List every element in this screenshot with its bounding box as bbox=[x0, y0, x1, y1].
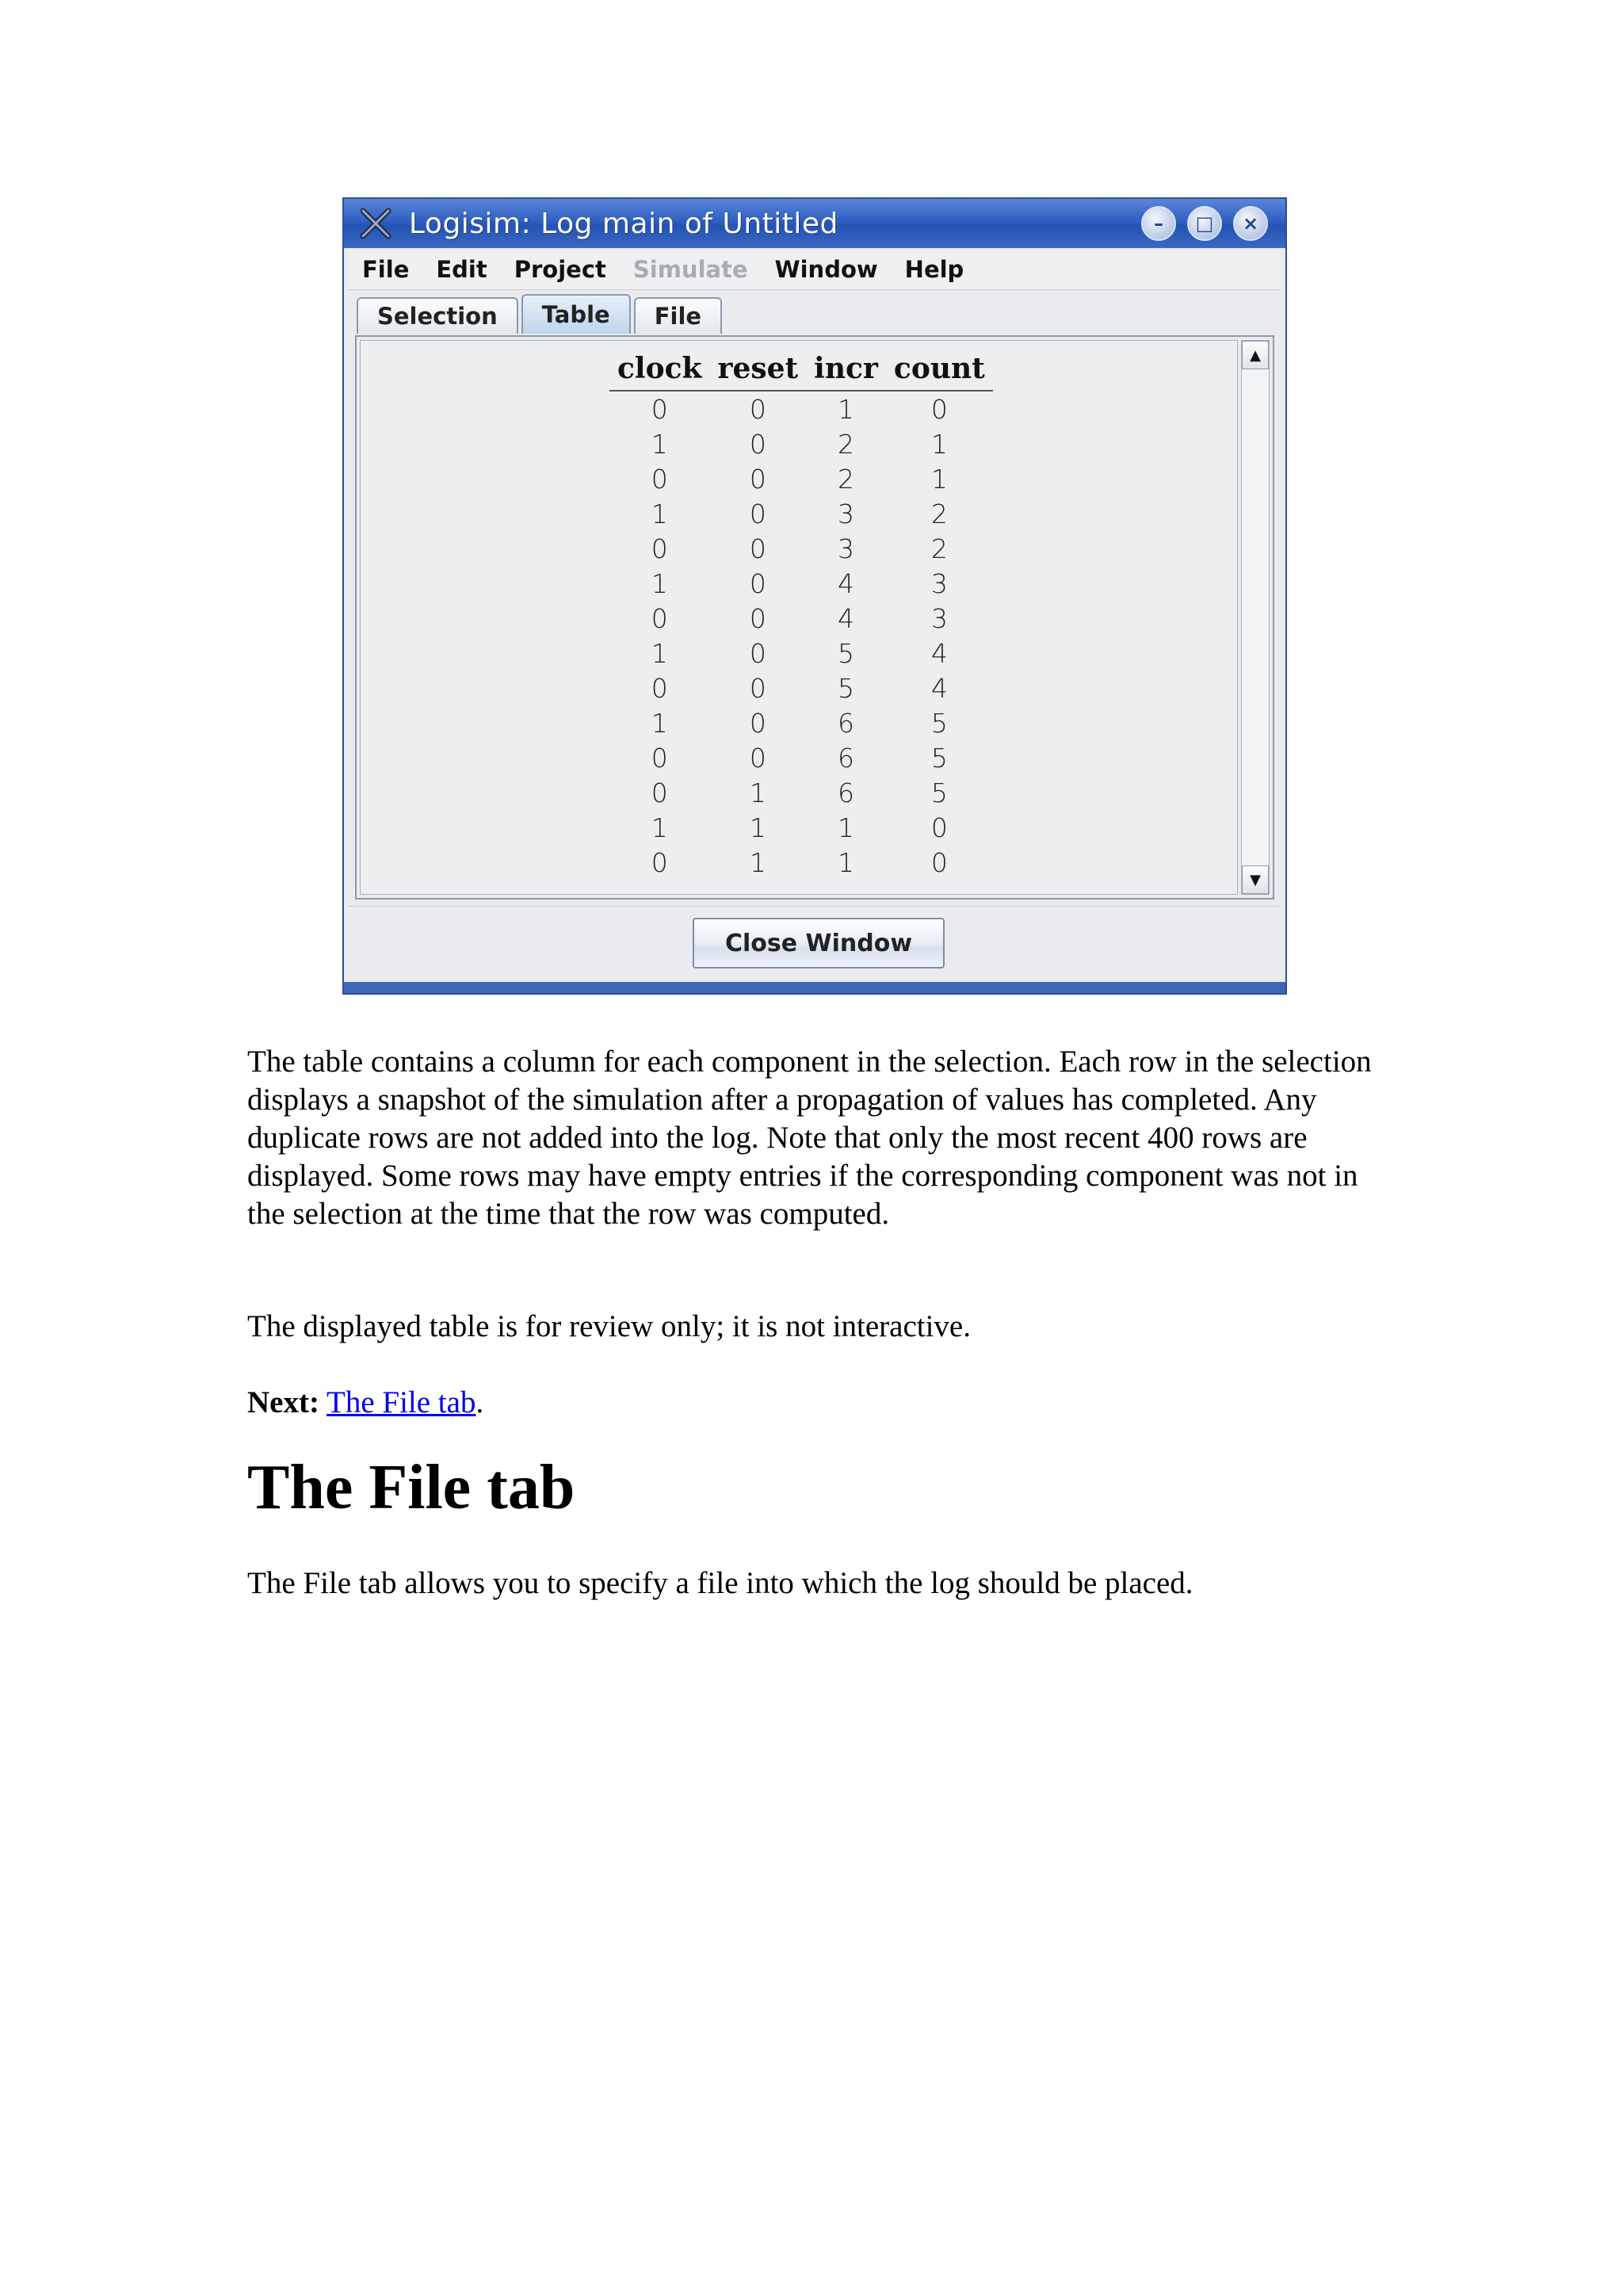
table-cell: 0 bbox=[749, 463, 766, 495]
column-header: clock bbox=[609, 350, 709, 391]
tab-selection[interactable]: Selection bbox=[357, 297, 518, 334]
logisim-log-window bbox=[342, 197, 1287, 995]
table-row bbox=[609, 670, 993, 705]
table-cell: 5 bbox=[930, 777, 948, 808]
table-cell: 5 bbox=[838, 672, 855, 704]
paragraph-table-description: The table contains a column for each component in the selection. Each row in the selection displays a snapshot of the simulation after a propagation of values has completed. Any duplicate rows are not added into the log. Note that only the most recent 400 rows are displayed. Some rows may have empty entries if the corresponding component was not in the selection at the time that the row was computed. bbox=[247, 1045, 1372, 1231]
table-cell: 0 bbox=[651, 393, 668, 425]
table-row bbox=[609, 636, 993, 670]
table-row bbox=[609, 566, 993, 601]
table-cell: 0 bbox=[749, 567, 766, 599]
table-cell: 0 bbox=[749, 533, 766, 564]
log-table-header bbox=[609, 350, 993, 391]
table-cell: 0 bbox=[930, 846, 948, 878]
next-link[interactable]: The File tab bbox=[327, 1385, 476, 1419]
table-cell: 1 bbox=[838, 846, 855, 878]
tab-file[interactable]: File bbox=[634, 297, 722, 334]
table-cell: 0 bbox=[749, 602, 766, 634]
table-cell: 1 bbox=[749, 812, 766, 843]
table-cell: 0 bbox=[749, 428, 766, 460]
tab-strip bbox=[357, 297, 725, 335]
table-row bbox=[609, 531, 993, 566]
maximize-icon[interactable]: □ bbox=[1187, 206, 1222, 241]
table-cell: 0 bbox=[930, 393, 948, 425]
table-cell: 2 bbox=[930, 498, 948, 529]
table-cell: 1 bbox=[838, 393, 855, 425]
paragraph-file-tab: The File tab allows you to specify a file into which the log should be placed. bbox=[247, 1566, 1193, 1600]
table-cell: 6 bbox=[838, 777, 855, 808]
table-cell: 0 bbox=[749, 742, 766, 774]
table-cell: 1 bbox=[749, 846, 766, 878]
table-cell: 3 bbox=[930, 567, 948, 599]
table-cell: 0 bbox=[749, 393, 766, 425]
table-cell: 1 bbox=[930, 428, 948, 460]
menu-help[interactable]: Help bbox=[904, 256, 964, 283]
table-cell: 5 bbox=[838, 637, 855, 669]
window-bottom-border bbox=[344, 982, 1285, 993]
table-cell: 0 bbox=[749, 672, 766, 704]
log-table-body bbox=[609, 391, 993, 880]
table-cell: 1 bbox=[651, 498, 668, 529]
table-row bbox=[609, 391, 993, 426]
table-cell: 3 bbox=[838, 498, 855, 529]
table-cell: 3 bbox=[930, 602, 948, 634]
scroll-up-arrow-icon[interactable]: ▲ bbox=[1242, 341, 1269, 369]
table-panel bbox=[355, 335, 1274, 900]
table-cell: 4 bbox=[838, 567, 855, 599]
section-heading: The File tab bbox=[247, 1453, 575, 1522]
table-row bbox=[609, 461, 993, 496]
table-cell: 5 bbox=[930, 742, 948, 774]
table-row bbox=[609, 740, 993, 775]
table-cell: 4 bbox=[930, 637, 948, 669]
table-row bbox=[609, 601, 993, 636]
table-cell: 3 bbox=[838, 533, 855, 564]
table-cell: 0 bbox=[749, 707, 766, 739]
window-controls bbox=[1141, 206, 1268, 241]
table-cell: 6 bbox=[838, 742, 855, 774]
log-table-area bbox=[360, 340, 1238, 895]
column-header: count bbox=[886, 350, 993, 391]
table-cell: 0 bbox=[651, 672, 668, 704]
vertical-scrollbar[interactable] bbox=[1241, 340, 1270, 895]
table-cell: 0 bbox=[651, 742, 668, 774]
table-cell: 0 bbox=[651, 777, 668, 808]
app-icon bbox=[358, 206, 393, 241]
table-cell: 1 bbox=[651, 637, 668, 669]
menu-simulate: Simulate bbox=[632, 256, 748, 283]
table-row bbox=[609, 426, 993, 461]
table-cell: 6 bbox=[838, 707, 855, 739]
next-navigation bbox=[247, 1384, 1373, 1422]
table-cell: 2 bbox=[838, 428, 855, 460]
table-row bbox=[609, 845, 993, 880]
table-row bbox=[609, 705, 993, 740]
table-cell: 1 bbox=[651, 707, 668, 739]
tab-table[interactable]: Table bbox=[521, 294, 631, 334]
table-cell: 0 bbox=[651, 533, 668, 564]
minimize-icon[interactable]: – bbox=[1141, 206, 1176, 241]
table-cell: 0 bbox=[651, 463, 668, 495]
menu-window[interactable]: Window bbox=[774, 256, 878, 283]
close-icon[interactable]: × bbox=[1233, 206, 1268, 241]
table-row bbox=[609, 496, 993, 531]
table-cell: 5 bbox=[930, 707, 948, 739]
menu-file[interactable]: File bbox=[362, 256, 410, 283]
paragraph-review-only: The displayed table is for review only; it is not interactive. bbox=[247, 1309, 971, 1343]
log-table bbox=[609, 350, 993, 880]
window-title: Logisim: Log main of Untitled bbox=[409, 207, 838, 240]
table-cell: 0 bbox=[651, 846, 668, 878]
table-cell: 0 bbox=[651, 602, 668, 634]
table-cell: 1 bbox=[651, 428, 668, 460]
table-cell: 4 bbox=[930, 672, 948, 704]
table-cell: 0 bbox=[749, 637, 766, 669]
table-cell: 4 bbox=[838, 602, 855, 634]
table-cell: 2 bbox=[838, 463, 855, 495]
column-header: incr bbox=[806, 350, 886, 391]
menu-edit[interactable]: Edit bbox=[436, 256, 487, 283]
menu-bar bbox=[349, 250, 1281, 290]
table-cell: 0 bbox=[930, 812, 948, 843]
table-row bbox=[609, 810, 993, 845]
next-suffix: . bbox=[475, 1385, 484, 1419]
table-cell: 1 bbox=[749, 777, 766, 808]
button-bar bbox=[349, 906, 1281, 981]
table-cell: 1 bbox=[651, 567, 668, 599]
table-cell: 1 bbox=[651, 812, 668, 843]
scroll-down-arrow-icon[interactable]: ▼ bbox=[1242, 865, 1269, 894]
column-header: reset bbox=[709, 350, 806, 391]
table-cell: 1 bbox=[930, 463, 948, 495]
menu-project[interactable]: Project bbox=[514, 256, 606, 283]
table-cell: 1 bbox=[838, 812, 855, 843]
table-cell: 2 bbox=[930, 533, 948, 564]
table-row bbox=[609, 775, 993, 810]
close-window-button[interactable]: Close Window bbox=[693, 918, 945, 968]
table-cell: 0 bbox=[749, 498, 766, 529]
title-bar[interactable] bbox=[344, 199, 1285, 248]
next-label: Next: bbox=[247, 1385, 319, 1419]
